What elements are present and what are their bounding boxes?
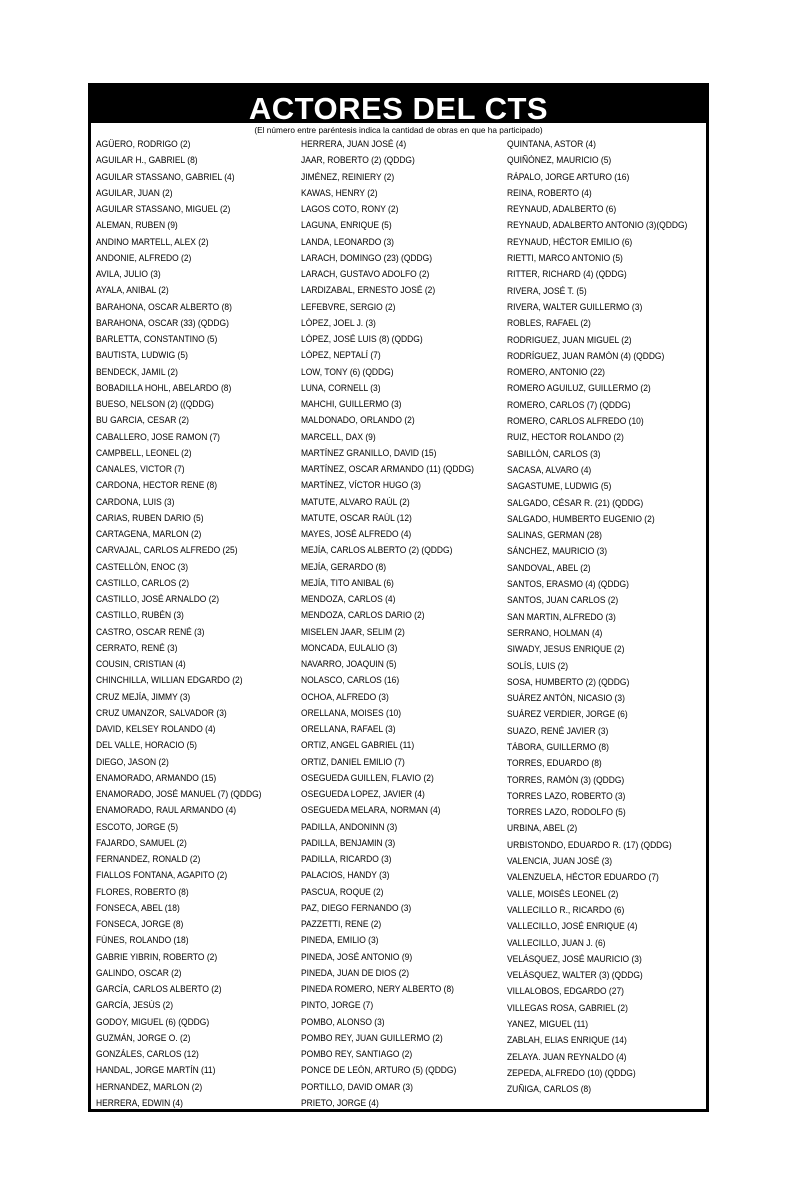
- actor-entry: SANTOS, ERASMO (4) (QDDG): [507, 579, 629, 590]
- actor-entry: SÁNCHEZ, MAURICIO (3): [507, 546, 608, 557]
- actor-entry: PINTO, JORGE (7): [301, 1000, 374, 1011]
- actor-entry: LARACH, DOMINGO (23) (QDDG): [301, 252, 433, 263]
- actor-entry: VALENCIA, JUAN JOSÉ (3): [507, 856, 613, 867]
- actor-entry: HERRERA, EDWIN (4): [96, 1097, 183, 1108]
- actor-entry: SUÁREZ VERDIER, JORGE (6): [507, 709, 628, 720]
- actor-entry: ENAMORADO, ARMANDO (15): [96, 772, 217, 783]
- actor-entry: CASTELLÓN, ENOC (3): [96, 561, 189, 572]
- actor-entry: ENAMORADO, RAUL ARMANDO (4): [96, 805, 237, 816]
- actor-entry: OSEGUEDA MELARA, NORMAN (4): [301, 805, 441, 816]
- actor-entry: ROMERO AGUILUZ, GUILLERMO (2): [507, 383, 651, 394]
- actor-entry: JAAR, ROBERTO (2) (QDDG): [301, 155, 415, 166]
- actor-entry: MARTÍNEZ, VÍCTOR HUGO (3): [301, 480, 421, 491]
- actor-entry: ZUÑIGA, CARLOS (8): [507, 1084, 592, 1095]
- actor-entry: MISELEN JAAR, SELIM (2): [301, 626, 405, 637]
- actor-entry: TORRES LAZO, ROBERTO (3): [507, 790, 626, 801]
- actor-entry: BUESO, NELSON (2) ((QDDG): [96, 399, 214, 409]
- actor-entry: AGUILAR STASSANO, GABRIEL (4): [96, 171, 235, 182]
- actor-entry: ALEMAN, RUBEN (9): [96, 220, 178, 231]
- actor-entry: SERRANO, HOLMAN (4): [507, 627, 603, 638]
- actor-entry: CERRATO, RENÉ (3): [96, 642, 178, 653]
- actor-entry: SANTOS, JUAN CARLOS (2): [507, 595, 619, 606]
- actor-entry: URBINA, ABEL (2): [507, 823, 578, 834]
- actor-entry: TORRES, RAMÓN (3) (QDDG): [507, 774, 625, 785]
- actor-entry: AGUILAR, JUAN (2): [96, 187, 173, 198]
- actor-entry: CARVAJAL, CARLOS ALFREDO (25): [96, 545, 238, 556]
- actor-entry: LUNA, CORNELL (3): [301, 382, 381, 393]
- title-banner: [91, 83, 706, 126]
- actor-entry: GALINDO, OSCAR (2): [96, 967, 182, 978]
- actor-entry: MENDOZA, CARLOS (4): [301, 594, 396, 604]
- actor-entry: CASTILLO, RUBÉN (3): [96, 610, 184, 621]
- actor-entry: SAGASTUME, LUDWIG (5): [507, 481, 612, 492]
- actor-entry: PAZZETTI, RENE (2): [301, 919, 382, 929]
- actor-entry: SUAZO, RENÉ JAVIER (3): [507, 725, 609, 736]
- actor-entry: ORELLANA, MOISES (10): [301, 707, 402, 718]
- actor-entry: BAUTISTA, LUDWIG (5): [96, 350, 188, 361]
- actor-entry: FONSECA, ABEL (18): [96, 902, 180, 913]
- actor-entry: PALACIOS, HANDY (3): [301, 870, 390, 881]
- actor-entry: AYALA, ANIBAL (2): [96, 285, 169, 296]
- actor-entry: VALLE, MOISÉS LEONEL (2): [507, 888, 619, 899]
- actor-entry: JIMÉNEZ, REINIERY (2): [301, 171, 395, 182]
- actor-entry: DEL VALLE, HORACIO (5): [96, 740, 197, 751]
- actor-entry: QUIÑÓNEZ, MAURICIO (5): [507, 155, 612, 166]
- actor-entry: QUINTANA, ASTOR (4): [507, 139, 596, 149]
- actor-entry: ZEPEDA, ALFREDO (10) (QDDG): [507, 1067, 636, 1078]
- actor-entry: TORRES, EDUARDO (8): [507, 758, 602, 769]
- actor-entry: FÚNES, ROLANDO (18): [96, 935, 189, 946]
- page-title: ACTORES DEL CTS: [248, 91, 549, 126]
- actor-entry: VELÁSQUEZ, WALTER (3) (QDDG): [507, 970, 643, 981]
- actor-entry: ORELLANA, RAFAEL (3): [301, 724, 396, 734]
- actor-entry: SOLÍS, LUIS (2): [507, 660, 569, 671]
- actor-entry: VALLECILLO, JUAN J. (6): [507, 937, 606, 948]
- actor-entry: AGUILAR STASSANO, MIGUEL (2): [96, 204, 231, 214]
- actor-entry: VALLECILLO R., RICARDO (6): [507, 904, 625, 915]
- actor-entry: VILLALOBOS, EDGARDO (27): [507, 986, 624, 997]
- actor-entry: HANDAL, JORGE MARTÍN (11): [96, 1065, 216, 1076]
- actor-entry: RIVERA, JOSÉ T. (5): [507, 285, 587, 296]
- actor-entry: ESCOTO, JORGE (5): [96, 821, 179, 832]
- actor-entry: HERRERA, JUAN JOSÉ (4): [301, 139, 407, 149]
- actor-entry: SOSA, HUMBERTO (2) (QDDG): [507, 676, 630, 687]
- actor-entry: CASTRO, OSCAR RENÉ (3): [96, 626, 205, 637]
- actor-entry: MEJÍA, GERARDO (8): [301, 561, 387, 572]
- actor-entry: VILLEGAS ROSA, GABRIEL (2): [507, 1002, 628, 1013]
- actor-entry: DIEGO, JASON (2): [96, 756, 169, 767]
- actor-entry: PAZ, DIEGO FERNANDO (3): [301, 902, 412, 913]
- actor-entry: GONZÁLES, CARLOS (12): [96, 1049, 199, 1059]
- actors-column-1: [96, 136, 296, 1111]
- actor-entry: SABILLÓN, CARLOS (3): [507, 448, 601, 459]
- actors-column-3: [507, 136, 707, 1098]
- actor-entry: LARDIZABAL, ERNESTO JOSÉ (2): [301, 285, 436, 296]
- actor-entry: LÓPEZ, JOSÉ LUIS (8) (QDDG): [301, 334, 423, 344]
- actor-entry: RODRIGUEZ, JUAN MIGUEL (2): [507, 334, 632, 345]
- actor-entry: SALGADO, CÉSAR R. (21) (QDDG): [507, 497, 644, 508]
- actor-entry: MARTÍNEZ, OSCAR ARMANDO (11) (QDDG): [301, 464, 474, 474]
- actor-entry: LARACH, GUSTAVO ADOLFO (2): [301, 269, 430, 279]
- actor-entry: VALENZUELA, HÉCTOR EDUARDO (7): [507, 872, 659, 883]
- actor-entry: PINEDA, EMILIO (3): [301, 935, 379, 946]
- actor-entry: LOW, TONY (6) (QDDG): [301, 366, 394, 377]
- actor-entry: BOBADILLA HOHL, ABELARDO (8): [96, 382, 232, 393]
- actor-entry: ORTIZ, DANIEL EMILIO (7): [301, 756, 405, 767]
- actor-entry: BARAHONA, OSCAR ALBERTO (8): [96, 301, 232, 312]
- actor-entry: CABALLERO, JOSE RAMON (7): [96, 431, 220, 442]
- actor-entry: RIVERA, WALTER GUILLERMO (3): [507, 301, 643, 312]
- actor-entry: CARIAS, RUBEN DARIO (5): [96, 512, 204, 523]
- actor-entry: ENAMORADO, JOSÉ MANUEL (7) (QDDG): [96, 789, 262, 799]
- actor-entry: CRUZ UMANZOR, SALVADOR (3): [96, 707, 227, 718]
- page-subtitle: (El número entre paréntesis indica la cantidad de obras en que ha participado): [254, 125, 543, 135]
- actor-entry: LEFEBVRE, SERGIO (2): [301, 301, 396, 312]
- actor-entry: KAWAS, HENRY (2): [301, 187, 378, 198]
- actor-entry: PONCE DE LEÓN, ARTURO (5) (QDDG): [301, 1065, 457, 1076]
- actor-entry: NAVARRO, JOAQUIN (5): [301, 659, 397, 669]
- actor-entry: ANDONIE, ALFREDO (2): [96, 252, 192, 263]
- actor-entry: PORTILLO, DAVID OMAR (3): [301, 1081, 413, 1092]
- actor-entry: PADILLA, RICARDO (3): [301, 854, 392, 864]
- actor-entry: ORTIZ, ANGEL GABRIEL (11): [301, 740, 415, 751]
- actor-entry: CHINCHILLA, WILLIAN EDGARDO (2): [96, 675, 243, 686]
- actor-entry: MONCADA, EULALIO (3): [301, 642, 398, 653]
- actor-entry: PADILLA, ANDONINN (3): [301, 821, 398, 832]
- actor-entry: CARDONA, HECTOR RENE (8): [96, 480, 218, 491]
- actor-entry: ROMERO, CARLOS ALFREDO (10): [507, 416, 644, 427]
- actor-entry: RUIZ, HECTOR ROLANDO (2): [507, 432, 624, 443]
- actor-entry: PINEDA, JOSÉ ANTONIO (9): [301, 951, 413, 962]
- actor-entry: ROBLES, RAFAEL (2): [507, 318, 591, 329]
- actor-entry: MALDONADO, ORLANDO (2): [301, 415, 415, 426]
- actor-entry: FERNANDEZ, RONALD (2): [96, 854, 201, 864]
- actor-entry: SIWADY, JESUS ENRIQUE (2): [507, 644, 625, 655]
- actor-entry: POMBO, ALONSO (3): [301, 1016, 385, 1027]
- actor-entry: CASTILLO, CARLOS (2): [96, 577, 190, 588]
- actor-entry: MARTÍNEZ GRANILLO, DAVID (15): [301, 447, 437, 458]
- actor-entry: BU GARCIA, CESAR (2): [96, 415, 190, 426]
- actor-entry: AGÜERO, RODRIGO (2): [96, 139, 191, 149]
- actor-entry: AVILA, JULIO (3): [96, 269, 161, 279]
- actor-entry: GODOY, MIGUEL (6) (QDDG): [96, 1016, 210, 1027]
- actor-entry: CAMPBELL, LEONEL (2): [96, 447, 192, 458]
- actor-entry: MENDOZA, CARLOS DARIO (2): [301, 610, 425, 621]
- actor-entry: SALINAS, GERMAN (28): [507, 530, 602, 541]
- actor-entry: FLORES, ROBERTO (8): [96, 886, 189, 897]
- actor-entry: HERNANDEZ, MARLON (2): [96, 1081, 203, 1092]
- actor-entry: ZABLAH, ELIAS ENRIQUE (14): [507, 1035, 627, 1046]
- actor-entry: GUZMÁN, JORGE O. (2): [96, 1032, 191, 1043]
- actor-entry: PINEDA, JUAN DE DIOS (2): [301, 967, 410, 978]
- actor-entry: POMBO REY, JUAN GUILLERMO (2): [301, 1032, 443, 1043]
- actor-entry: YANEZ, MIGUEL (11): [507, 1019, 589, 1030]
- actor-entry: FIALLOS FONTANA, AGAPITO (2): [96, 870, 228, 881]
- actor-entry: OSEGUEDA LOPEZ, JAVIER (4): [301, 789, 425, 799]
- actor-entry: TORRES LAZO, RODOLFO (5): [507, 807, 626, 818]
- actor-entry: LAGUNA, ENRIQUE (5): [301, 220, 392, 231]
- actor-entry: LÓPEZ, JOEL J. (3): [301, 317, 376, 328]
- actor-entry: RITTER, RICHARD (4) (QDDG): [507, 269, 627, 280]
- actor-entry: SAN MARTIN, ALFREDO (3): [507, 611, 616, 622]
- actor-entry: MAYES, JOSÉ ALFREDO (4): [301, 529, 412, 539]
- actor-entry: BENDECK, JAMIL (2): [96, 366, 178, 377]
- actor-entry: FAJARDO, SAMUEL (2): [96, 837, 187, 848]
- actor-entry: VALLECILLO, JOSÉ ENRIQUE (4): [507, 921, 638, 932]
- actor-entry: SUÁREZ ANTÓN, NICASIO (3): [507, 693, 625, 704]
- actor-entry: DAVID, KELSEY ROLANDO (4): [96, 724, 216, 734]
- actor-entry: SALGADO, HUMBERTO EUGENIO (2): [507, 513, 655, 524]
- actor-entry: CANALES, VICTOR (7): [96, 464, 185, 474]
- actor-entry: CASTILLO, JOSÉ ARNALDO (2): [96, 594, 220, 604]
- actor-entry: MARCELL, DAX (9): [301, 431, 376, 442]
- actor-entry: PINEDA ROMERO, NERY ALBERTO (8): [301, 984, 454, 994]
- actor-entry: NOLASCO, CARLOS (16): [301, 675, 400, 686]
- actor-entry: URBISTONDO, EDUARDO R. (17) (QDDG): [507, 839, 672, 850]
- actor-entry: ANDINO MARTELL, ALEX (2): [96, 236, 209, 247]
- actor-entry: PADILLA, BENJAMIN (3): [301, 837, 396, 848]
- actor-entry: RIETTI, MARCO ANTONIO (5): [507, 253, 623, 264]
- actor-entry: COUSIN, CRISTIAN (4): [96, 659, 186, 669]
- actor-entry: LANDA, LEONARDO (3): [301, 236, 395, 247]
- actor-entry: GARCÍA, JESÚS (2): [96, 1000, 174, 1011]
- actor-entry: REYNAUD, HÉCTOR EMILIO (6): [507, 236, 633, 247]
- actor-entry: GARCÍA, CARLOS ALBERTO (2): [96, 984, 222, 994]
- actors-list-frame: [88, 83, 709, 1112]
- actor-entry: MATUTE, ALVARO RAÚL (2): [301, 496, 410, 507]
- actor-entry: LÓPEZ, NEPTALÍ (7): [301, 350, 381, 361]
- actor-entry: TÁBORA, GUILLERMO (8): [507, 741, 609, 752]
- actor-entry: OSEGUEDA GUILLEN, FLAVIO (2): [301, 772, 434, 783]
- actor-entry: MATUTE, OSCAR RAÚL (12): [301, 512, 412, 523]
- actor-entry: CARTAGENA, MARLON (2): [96, 529, 202, 539]
- actor-entry: REYNAUD, ADALBERTO (6): [507, 204, 617, 215]
- actor-entry: SACASA, ALVARO (4): [507, 464, 592, 475]
- actor-entry: ROMERO, ANTONIO (22): [507, 367, 606, 378]
- actor-entry: BARLETTA, CONSTANTINO (5): [96, 334, 218, 344]
- actors-column-2: [301, 136, 501, 1111]
- actor-entry: AGUILAR H., GABRIEL (8): [96, 155, 198, 166]
- actor-entry: LAGOS COTO, RONY (2): [301, 204, 399, 214]
- actor-entry: ROMERO, CARLOS (7) (QDDG): [507, 399, 631, 410]
- actor-entry: REINA, ROBERTO (4): [507, 187, 592, 198]
- actor-entry: REYNAUD, ADALBERTO ANTONIO (3)(QDDG): [507, 220, 688, 231]
- actor-entry: MEJÍA, CARLOS ALBERTO (2) (QDDG): [301, 545, 453, 556]
- actor-entry: VELÁSQUEZ, JOSÉ MAURICIO (3): [507, 953, 642, 964]
- actor-entry: ZELAYA. JUAN REYNALDO (4): [507, 1051, 627, 1062]
- actor-entry: POMBO REY, SANTIAGO (2): [301, 1049, 413, 1059]
- actor-entry: GABRIE YIBRIN, ROBERTO (2): [96, 951, 218, 962]
- actor-entry: CRUZ MEJÍA, JIMMY (3): [96, 691, 191, 702]
- actor-entry: OCHOA, ALFREDO (3): [301, 691, 389, 702]
- actor-entry: PASCUA, ROQUE (2): [301, 886, 384, 897]
- actor-entry: RÁPALO, JORGE ARTURO (16): [507, 171, 630, 182]
- actor-entry: FONSECA, JORGE (8): [96, 919, 184, 929]
- actor-entry: BARAHONA, OSCAR (33) (QDDG): [96, 317, 229, 328]
- actor-entry: PRIETO, JORGE (4): [301, 1097, 379, 1108]
- actor-entry: RODRÍGUEZ, JUAN RAMÓN (4) (QDDG): [507, 350, 665, 361]
- actor-entry: MAHCHI, GUILLERMO (3): [301, 399, 402, 409]
- actor-entry: SANDOVAL, ABEL (2): [507, 562, 591, 573]
- actor-entry: CARDONA, LUIS (3): [96, 496, 175, 507]
- actor-entry: MEJÍA, TITO ANIBAL (6): [301, 577, 394, 588]
